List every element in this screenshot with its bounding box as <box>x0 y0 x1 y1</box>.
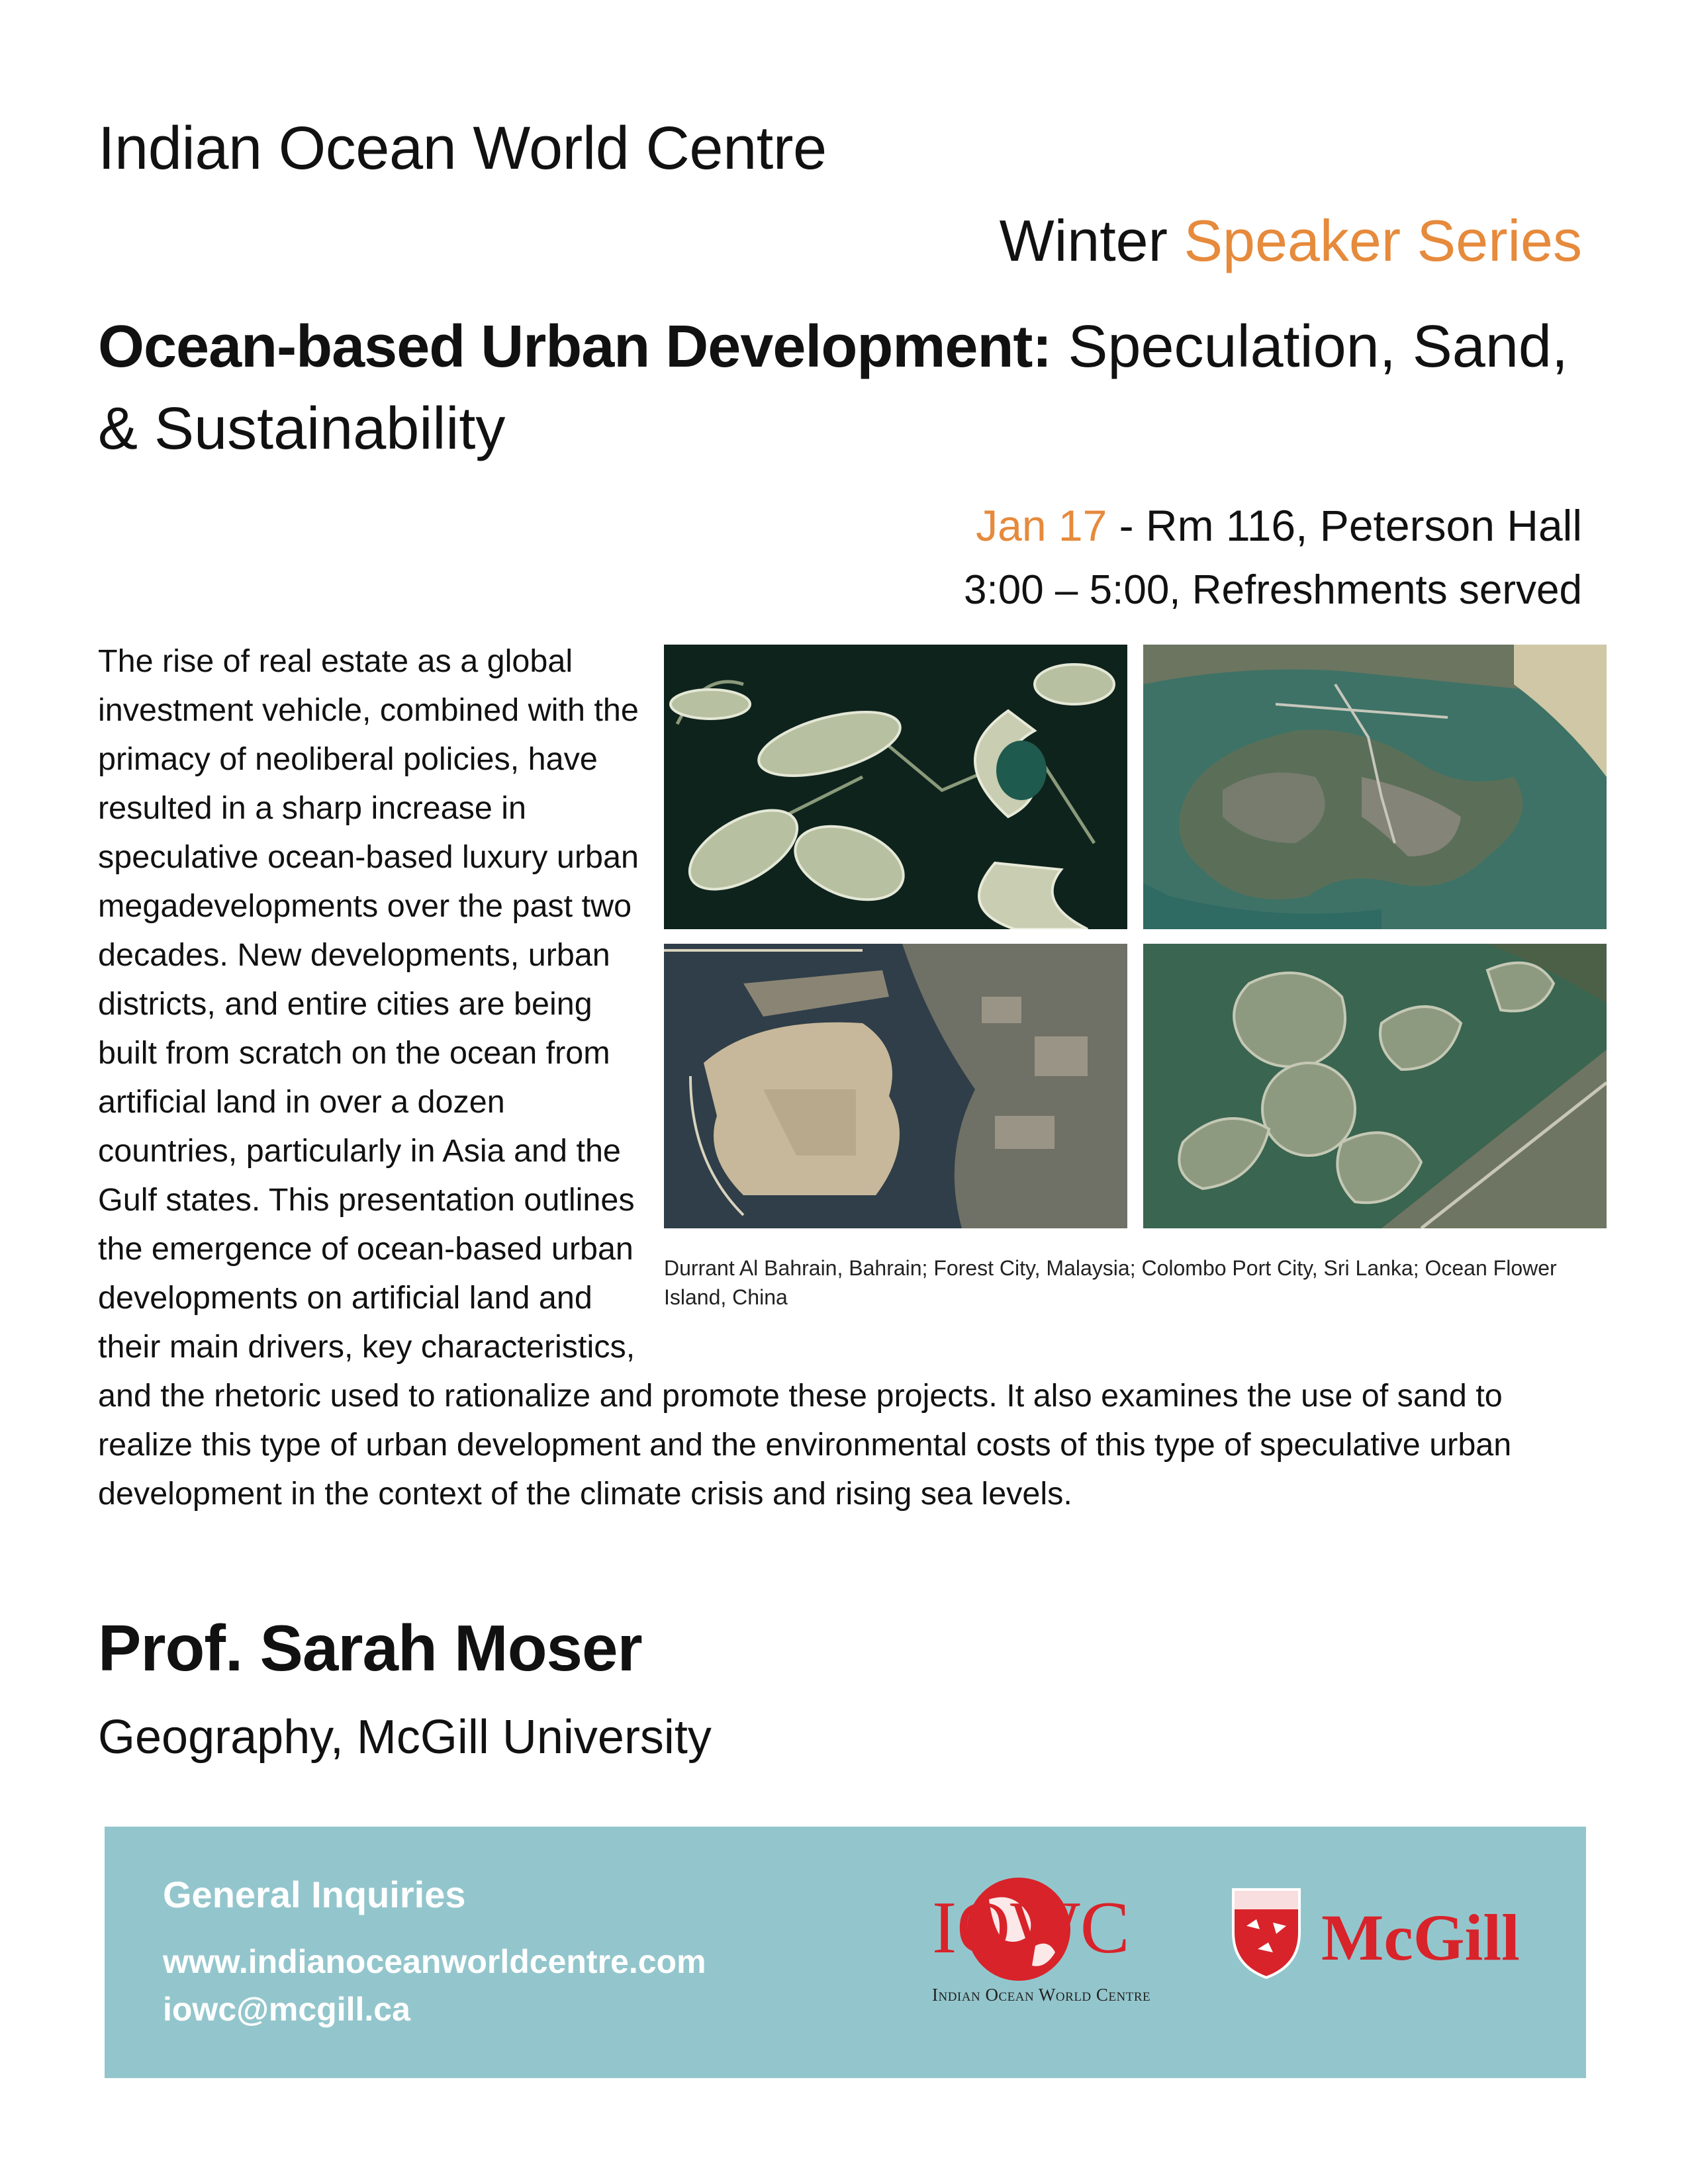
series-prefix: Winter <box>999 208 1184 273</box>
iowc-logo-text: IOWC <box>932 1887 1130 1969</box>
email-link[interactable]: iowc@mcgill.ca <box>163 1991 410 2028</box>
event-date: Jan 17 <box>976 501 1107 550</box>
inquiries-heading: General Inquiries <box>163 1874 466 1915</box>
photo-durrat-al-bahrain <box>664 645 1127 929</box>
iowc-logo <box>932 1873 1184 2038</box>
website-link[interactable]: www.indianoceanworldcentre.com <box>163 1943 706 1980</box>
abstract <box>98 637 1601 1518</box>
event-date-location <box>976 498 1582 553</box>
speaker-affiliation: Geography, McGill University <box>98 1711 712 1764</box>
iowc-logo-subtitle: Indian Ocean World Centre <box>932 1985 1151 2005</box>
talk-title-rest: Speculation, Sand, & Sustainability <box>98 314 1568 462</box>
abstract-text: The rise of real estate as a global investment vehicle, combined with the primacy of neoliberal policies, have resulted in a sharp increase in speculative ocean-based luxury urban megadevelopments over the past two decades. New developments, urban districts, and entire cities are being built from scratch on the ocean from artificial land in over a dozen countries, particularly in Asia and the Gulf states. This presentation outlines the emergence of ocean-based urban developments on artificial land and their main drivers, key characteristics, and the rhetoric used to rationalize and promote these projects. It also examines the use of sand to realize this type of urban development and the environmental costs of this type of speculative urban development in the context of the climate crisis and rising sea levels. <box>98 643 1512 1512</box>
talk-title <box>98 306 1594 470</box>
footer-panel <box>105 1827 1586 2078</box>
series-title <box>1000 205 1582 277</box>
mcgill-logo-text: McGill <box>1321 1901 1520 1974</box>
speaker-name: Prof. Sarah Moser <box>98 1612 642 1684</box>
photo-ocean-flower-island <box>1143 944 1607 1228</box>
photo-colombo-port-city <box>664 944 1127 1228</box>
series-name: Speaker Series <box>1184 208 1582 273</box>
org-title: Indian Ocean World Centre <box>98 114 827 182</box>
photo-grid <box>664 645 1611 1347</box>
mcgill-shield-icon <box>1230 1886 1303 1979</box>
mcgill-logo <box>1230 1880 1561 1999</box>
event-location: - Rm 116, Peterson Hall <box>1107 501 1582 550</box>
talk-title-bold: Ocean-based Urban Development: <box>98 314 1052 380</box>
photo-forest-city <box>1143 645 1607 929</box>
event-time: 3:00 – 5:00, Refreshments served <box>964 567 1582 613</box>
photo-caption: Durrant Al Bahrain, Bahrain; Forest City, Malaysia; Colombo Port City, Sri Lanka; Ocean Flower Island, China <box>664 1256 1557 1309</box>
